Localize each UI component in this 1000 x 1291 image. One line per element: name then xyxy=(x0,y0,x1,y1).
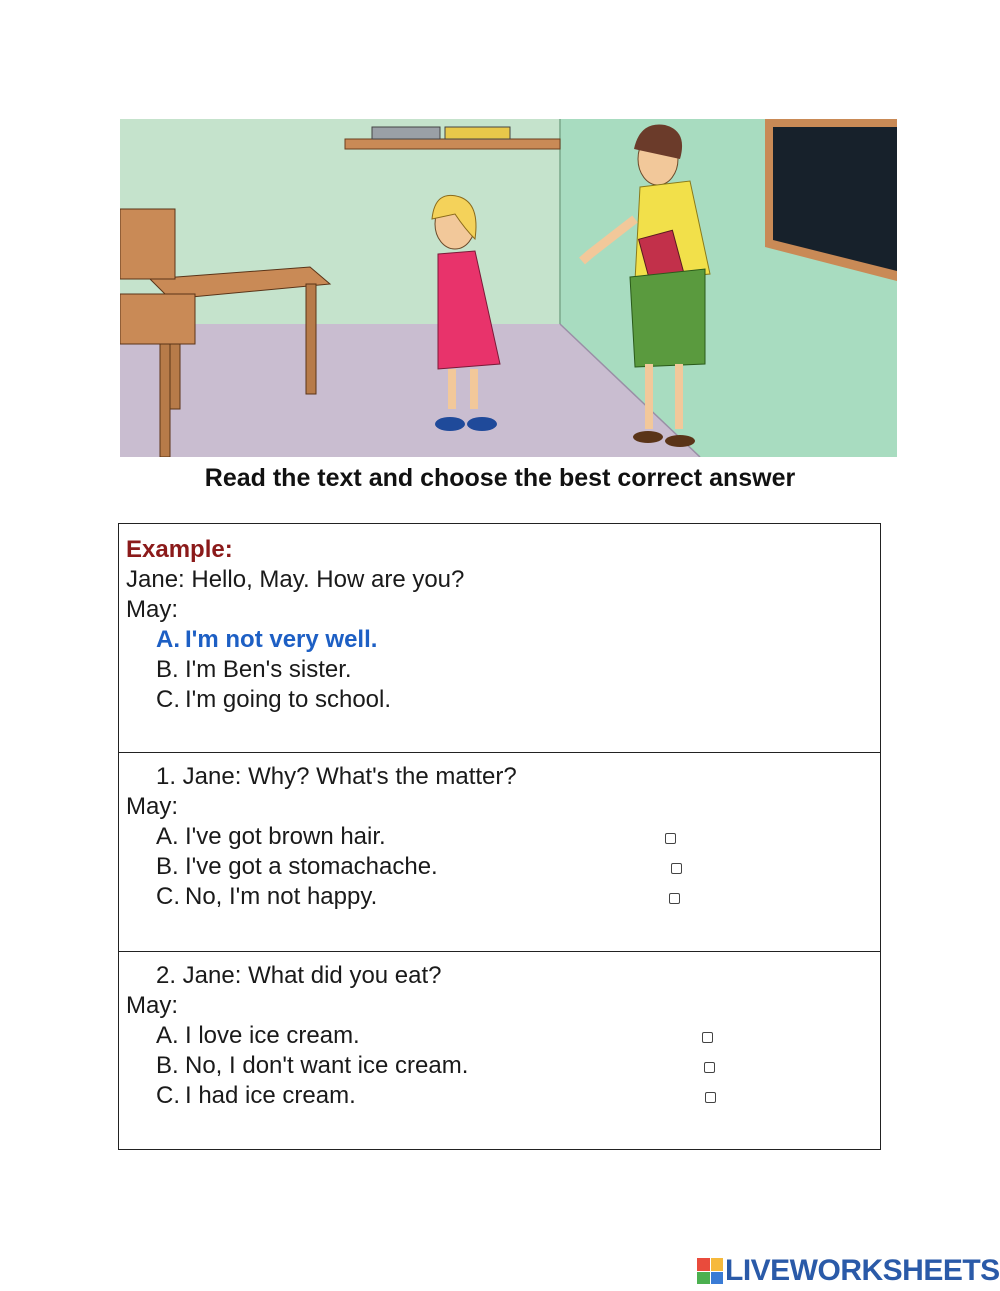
example-option-c: C. I'm going to school. xyxy=(156,686,392,713)
question-2-speaker: May: xyxy=(126,992,179,1019)
question-2-checkbox-c[interactable] xyxy=(705,1092,716,1103)
logo-blocks-icon xyxy=(697,1258,723,1284)
instruction-heading: Read the text and choose the best correct answer xyxy=(204,464,796,492)
example-option-b: B. I'm Ben's sister. xyxy=(156,656,352,683)
question-1-section xyxy=(119,753,880,952)
question-2-checkbox-b[interactable] xyxy=(704,1062,715,1073)
question-2-option-a: A. I love ice cream. xyxy=(156,1022,360,1049)
question-1-speaker: May: xyxy=(126,793,179,820)
question-1-option-b: B. I've got a stomachache. xyxy=(156,853,438,880)
quiz-table xyxy=(118,523,881,1150)
example-label: Example: xyxy=(126,536,233,563)
question-2-option-b: B. No, I don't want ice cream. xyxy=(156,1052,469,1079)
question-1-checkbox-a[interactable] xyxy=(665,833,676,844)
question-2-option-c: C. I had ice cream. xyxy=(156,1082,356,1109)
question-2-prompt: 2. Jane: What did you eat? xyxy=(156,962,442,989)
logo-text: LIVEWORKSHEETS xyxy=(725,1254,1000,1287)
question-2-checkbox-a[interactable] xyxy=(702,1032,713,1043)
question-1-checkbox-c[interactable] xyxy=(669,893,680,904)
question-1-option-a: A. I've got brown hair. xyxy=(156,823,386,850)
question-1-checkbox-b[interactable] xyxy=(671,863,682,874)
example-speaker: May: xyxy=(126,596,179,623)
question-1-prompt: 1. Jane: Why? What's the matter? xyxy=(156,763,517,790)
question-2-section xyxy=(119,952,880,1151)
question-1-option-c: C. No, I'm not happy. xyxy=(156,883,378,910)
example-section xyxy=(119,524,880,753)
classroom-illustration xyxy=(120,119,897,457)
liveworksheets-logo xyxy=(697,1256,1000,1286)
example-question: Jane: Hello, May. How are you? xyxy=(126,566,465,593)
example-option-a: A. I'm not very well. xyxy=(156,626,378,653)
